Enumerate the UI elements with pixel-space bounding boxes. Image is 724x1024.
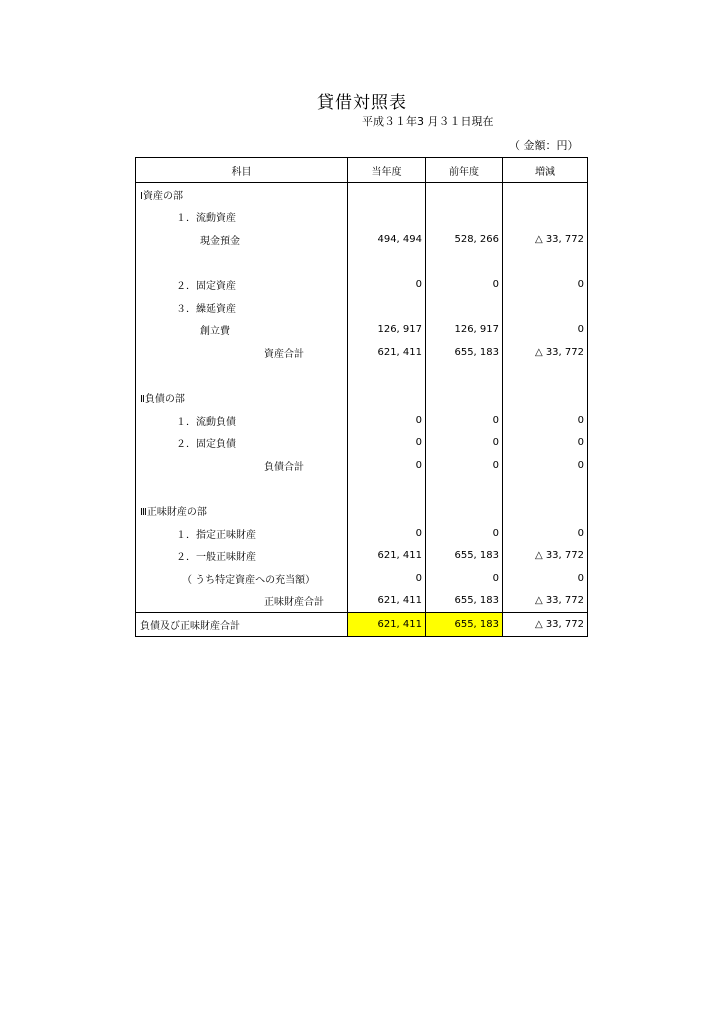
previous-year-value: 0 [426, 409, 503, 432]
currency-unit-note: （ 金額：円） [509, 139, 579, 152]
previous-year-value [426, 251, 503, 274]
previous-year-value: 0 [426, 454, 503, 477]
previous-year-value [426, 364, 503, 387]
row-label: 正味財産合計 [136, 590, 348, 613]
table-row [136, 409, 588, 432]
previous-year-value [426, 477, 503, 500]
previous-year-value: 655, 183 [426, 341, 503, 364]
current-year-value: 0 [348, 522, 426, 545]
change-value: △ 33, 772 [503, 613, 588, 637]
table-row [136, 319, 588, 342]
table-row [136, 364, 588, 387]
table-row [136, 454, 588, 477]
row-label [136, 364, 348, 387]
change-value [503, 296, 588, 319]
current-year-value [348, 183, 426, 206]
previous-year-value: 0 [426, 567, 503, 590]
header-previous-year: 前年度 [426, 158, 503, 183]
table-row [136, 206, 588, 229]
row-label: ２．固定負債 [136, 432, 348, 455]
current-year-value [348, 386, 426, 409]
current-year-value: 621, 411 [348, 341, 426, 364]
current-year-value [348, 251, 426, 274]
table-row [136, 522, 588, 545]
row-label [136, 251, 348, 274]
table-row [136, 341, 588, 364]
current-year-value [348, 499, 426, 522]
change-value: △ 33, 772 [503, 545, 588, 568]
row-label: 負債及び正味財産合計 [136, 613, 348, 637]
row-label: 資産合計 [136, 341, 348, 364]
previous-year-value [426, 206, 503, 229]
current-year-value: 494, 494 [348, 228, 426, 251]
change-value: △ 33, 772 [503, 341, 588, 364]
table-row [136, 183, 588, 206]
table-row [136, 296, 588, 319]
previous-year-value: 655, 183 [426, 545, 503, 568]
previous-year-value: 655, 183 [426, 613, 503, 637]
current-year-value: 621, 411 [348, 590, 426, 613]
change-value: 0 [503, 454, 588, 477]
current-year-value: 0 [348, 567, 426, 590]
change-value: 0 [503, 273, 588, 296]
previous-year-value: 528, 266 [426, 228, 503, 251]
change-value [503, 499, 588, 522]
row-label: １．流動負債 [136, 409, 348, 432]
change-value [503, 477, 588, 500]
table-row [136, 432, 588, 455]
previous-year-value [426, 183, 503, 206]
row-label: ３．繰延資産 [136, 296, 348, 319]
previous-year-value: 655, 183 [426, 590, 503, 613]
table-row [136, 273, 588, 296]
change-value: △ 33, 772 [503, 228, 588, 251]
current-year-value: 0 [348, 432, 426, 455]
table-row [136, 567, 588, 590]
row-label: 創立費 [136, 319, 348, 342]
row-label [136, 477, 348, 500]
previous-year-value [426, 296, 503, 319]
row-label: Ⅱ負債の部 [136, 386, 348, 409]
as-of-date: 平成３１年3 月３１日現在 [362, 115, 494, 128]
current-year-value: 0 [348, 454, 426, 477]
table-header-row [136, 158, 588, 183]
row-label: Ⅰ資産の部 [136, 183, 348, 206]
header-account: 科目 [136, 158, 348, 183]
change-value [503, 386, 588, 409]
change-value [503, 251, 588, 274]
row-label: ２．固定資産 [136, 273, 348, 296]
change-value: 0 [503, 409, 588, 432]
current-year-value [348, 477, 426, 500]
previous-year-value: 126, 917 [426, 319, 503, 342]
current-year-value [348, 296, 426, 319]
row-label: Ⅲ正味財産の部 [136, 499, 348, 522]
header-current-year: 当年度 [348, 158, 426, 183]
previous-year-value: 0 [426, 522, 503, 545]
table-row [136, 545, 588, 568]
table-row [136, 386, 588, 409]
change-value: △ 33, 772 [503, 590, 588, 613]
table-row [136, 590, 588, 613]
document-title: 貸借対照表 [317, 93, 407, 113]
previous-year-value [426, 386, 503, 409]
change-value [503, 364, 588, 387]
table-row [136, 251, 588, 274]
change-value: 0 [503, 432, 588, 455]
row-label: （ うち特定資産への充当額） [136, 567, 348, 590]
row-label: ２．一般正味財産 [136, 545, 348, 568]
change-value: 0 [503, 319, 588, 342]
row-label: １．流動資産 [136, 206, 348, 229]
header-change: 増減 [503, 158, 588, 183]
change-value: 0 [503, 522, 588, 545]
change-value [503, 183, 588, 206]
current-year-value: 126, 917 [348, 319, 426, 342]
previous-year-value [426, 499, 503, 522]
current-year-value: 621, 411 [348, 613, 426, 637]
table-row [136, 499, 588, 522]
table-row [136, 228, 588, 251]
table-row [136, 477, 588, 500]
grand-total-row [136, 613, 588, 637]
current-year-value [348, 364, 426, 387]
balance-sheet-table [135, 157, 588, 637]
current-year-value: 0 [348, 273, 426, 296]
row-label: 現金預金 [136, 228, 348, 251]
current-year-value: 0 [348, 409, 426, 432]
change-value: 0 [503, 567, 588, 590]
previous-year-value: 0 [426, 273, 503, 296]
current-year-value: 621, 411 [348, 545, 426, 568]
row-label: １．指定正味財産 [136, 522, 348, 545]
previous-year-value: 0 [426, 432, 503, 455]
row-label: 負債合計 [136, 454, 348, 477]
current-year-value [348, 206, 426, 229]
change-value [503, 206, 588, 229]
